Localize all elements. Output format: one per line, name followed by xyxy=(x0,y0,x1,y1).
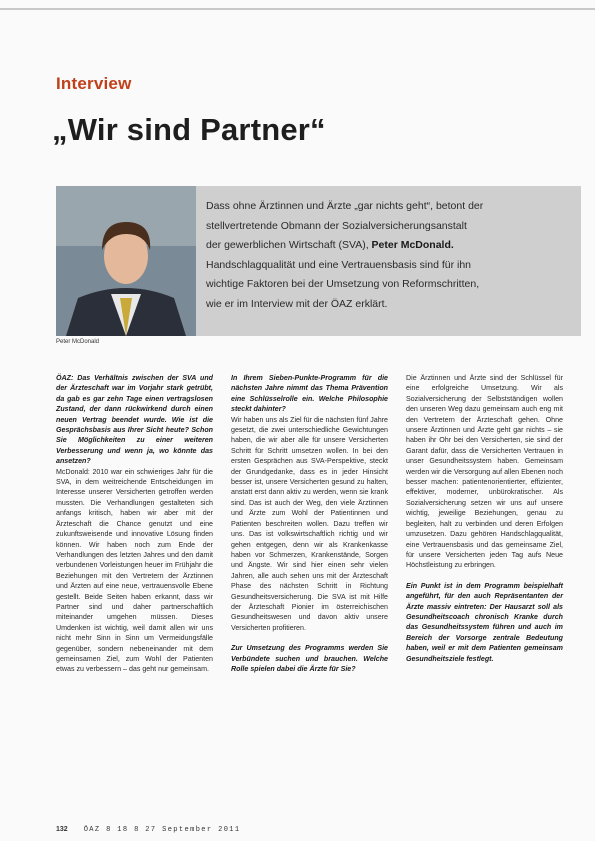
answer: McDonald: 2010 war ein schwieriges Jahr für die SVA, in dem weitreichende Entscheidungen im Interesse unserer Versicherten getroffen werden mussten. Die Verhandlungen gestalteten sich anfangs kritisch, haben wir aber mit der Ärzteschaft die Chance genutzt und eine zukunftsweisende und innovative Lösung finden können. Wir haben noch zum Ende der Verhandlungen des letzten Jahres und den damit verbundenen Vorleistungen heuer im Frühjahr die Beziehungen mit den Vertretern der Ärztinnen und Ärzten auf eine neue, vertrauensvolle Ebene gestellt. Beide Seiten haben erkannt, dass wir Partner sind und daher partnerschaftlich miteinander umgehen müssen. Dieses Umdenken ist wichtig, weil damit allen wir uns nicht mehr Sinn in Sinn um Vermeidungsfälle gegenüber, sondern nebeneinander mit dem gemeinsamen Ziel, zum Wohl der Patienten etwas zu verbessern – das geht nur gemeinsam. xyxy=(56,467,213,674)
page-number: 132 xyxy=(56,826,68,833)
question: ÖAZ: Das Verhältnis zwischen der SVA und der Ärzteschaft war im Vorjahr stark getrübt, da gab es gar zehn Tage einen vertragslosen Zustand, der dann rückwirkend durch einen neuen Vertrag beendet wurde. Wie ist die Gesprächsbasis aus Ihrer Sicht heute? Schon Sie Möglichkeiten zu einer weiteren Verbesserung und wenn ja, wo könnte das ansetzen? xyxy=(56,374,213,466)
column-1 xyxy=(56,373,213,675)
answer: Die Ärztinnen und Ärzte sind der Schlüssel für eine erfolgreiche Umsetzung. Wir als Sozialversicherung der Selbstständigen wollen den unseren Weg dazu gemeinsam auch eng mit den Vertretern der Ärzteschaft gehen. Ohne unsere Ärztinnen und Ärzte geht gar nichts – sie haben ihr Ohr bei den Versicherten, sie sind der Garant dafür, dass die Versicherten Vertrauen in unser Gesundheitssystem haben. Gemeinsam werden wir die Versorgung auf allen Ebenen noch besser machen: patientenorientierter, effizienter, effektiver, moderner, unbürokratischer. Als Sozialversicherung setzen wir uns auf unsere wichtig, jeweilige Beziehungen, genau zu begleiten, halt zu verbinden und deren Erfolgen umzusetzen. Dazu gehören Handschlagqualität, eine Vertrauensbasis und das gemeinsame Ziel, für unsere Versicherten jeden Tag aufs Neue Höchstleistung zu erbringen. xyxy=(406,374,563,570)
issue-info: ÖAZ 8 18 8 27 September 2011 xyxy=(83,826,241,834)
intro-line: stellvertretende Obmann der Sozialversicherungsanstalt xyxy=(206,219,467,232)
intro-line-text: der gewerblichen Wirtschaft (SVA), xyxy=(206,239,369,251)
photo-caption: Peter McDonald xyxy=(56,339,100,345)
interviewee-name: Peter McDonald. xyxy=(368,239,454,251)
headline: „Wir sind Partner“ xyxy=(52,112,326,147)
intro-line: wichtige Faktoren bei der Umsetzung von Reformschritten, xyxy=(206,278,480,290)
intro-line xyxy=(206,236,572,256)
question: Ein Punkt ist in dem Programm beispielhaft angeführt, für den auch Repräsentanten der Ärzte massiv eintreten: Der Hausarzt soll als Gesundheitscoach chronisch Kranke durch das Gesundheitssystem führen und auch im Bereich der Vorsorge zentrale Bedeutung haben, weil er mit dem Patienten gemeinsam Gesundheitsziele festlegt. xyxy=(406,581,563,663)
portrait-photo xyxy=(56,186,196,336)
question: In Ihrem Sieben-Punkte-Programm für die nächsten Jahre nimmt das Thema Prävention eine Schlüsselrolle ein. Welche Philosophie steckt dahinter? xyxy=(231,374,388,414)
column-2 xyxy=(231,373,388,674)
intro-text xyxy=(206,197,572,314)
top-rule xyxy=(0,8,595,10)
column-3 xyxy=(406,373,563,664)
intro-line: Handschlagqualität und eine Vertrauensbasis sind für ihn xyxy=(206,258,472,271)
page-footer xyxy=(56,826,241,834)
intro-line: Dass ohne Ärztinnen und Ärzte „gar nichts geht“, betont der xyxy=(206,200,484,212)
intro-line: wie er im Interview mit der ÖAZ erklärt. xyxy=(206,297,388,310)
portrait-illustration xyxy=(56,186,196,336)
question: Zur Umsetzung des Programms werden Sie Verbündete suchen und brauchen. Welche Rolle spielen dabei die Ärzte für Sie? xyxy=(231,644,388,673)
section-label: Interview xyxy=(56,74,132,93)
answer: Wir haben uns als Ziel für die nächsten fünf Jahre gesetzt, die zwei unterschiedliche Gewichtungen haben, die wir aber alle für unsere Versicherten Schritt für Schritt umsetzen wollen. In bei den ersten Gesprächen aus SVA-Perspektive, steckt der Grundgedanke, dass es in jeder Hinsicht besser ist, unsere Versicherten gesund zu halten, anstatt erst dann aktiv zu werden, wenn sie krank sind. Das ist auch der Weg, den viele Ärztinnen und Ärzte zum Wohl der Patientinnen und Patienten beschreiten wollen. Dazu treffen wir uns. Das ist volkswirtschaftlich richtig und wir gehen entgegen, denn wir als Krankenkasse haben vor Schmerzen, Krankenstände, Sorgen und Ängste. Wir sind hier einen sehr vielen Jahren, alle auch sehen uns mit der Ärzteschaft Phase des nächsten Schritt in Richtung Gesundheitsversicherung. Die SVA ist mit Hilfe der Ärzteschaft Pionier im österreichischen Gesundheitswesen und davon aktiv unsere Versicherten profitieren. xyxy=(231,415,388,632)
